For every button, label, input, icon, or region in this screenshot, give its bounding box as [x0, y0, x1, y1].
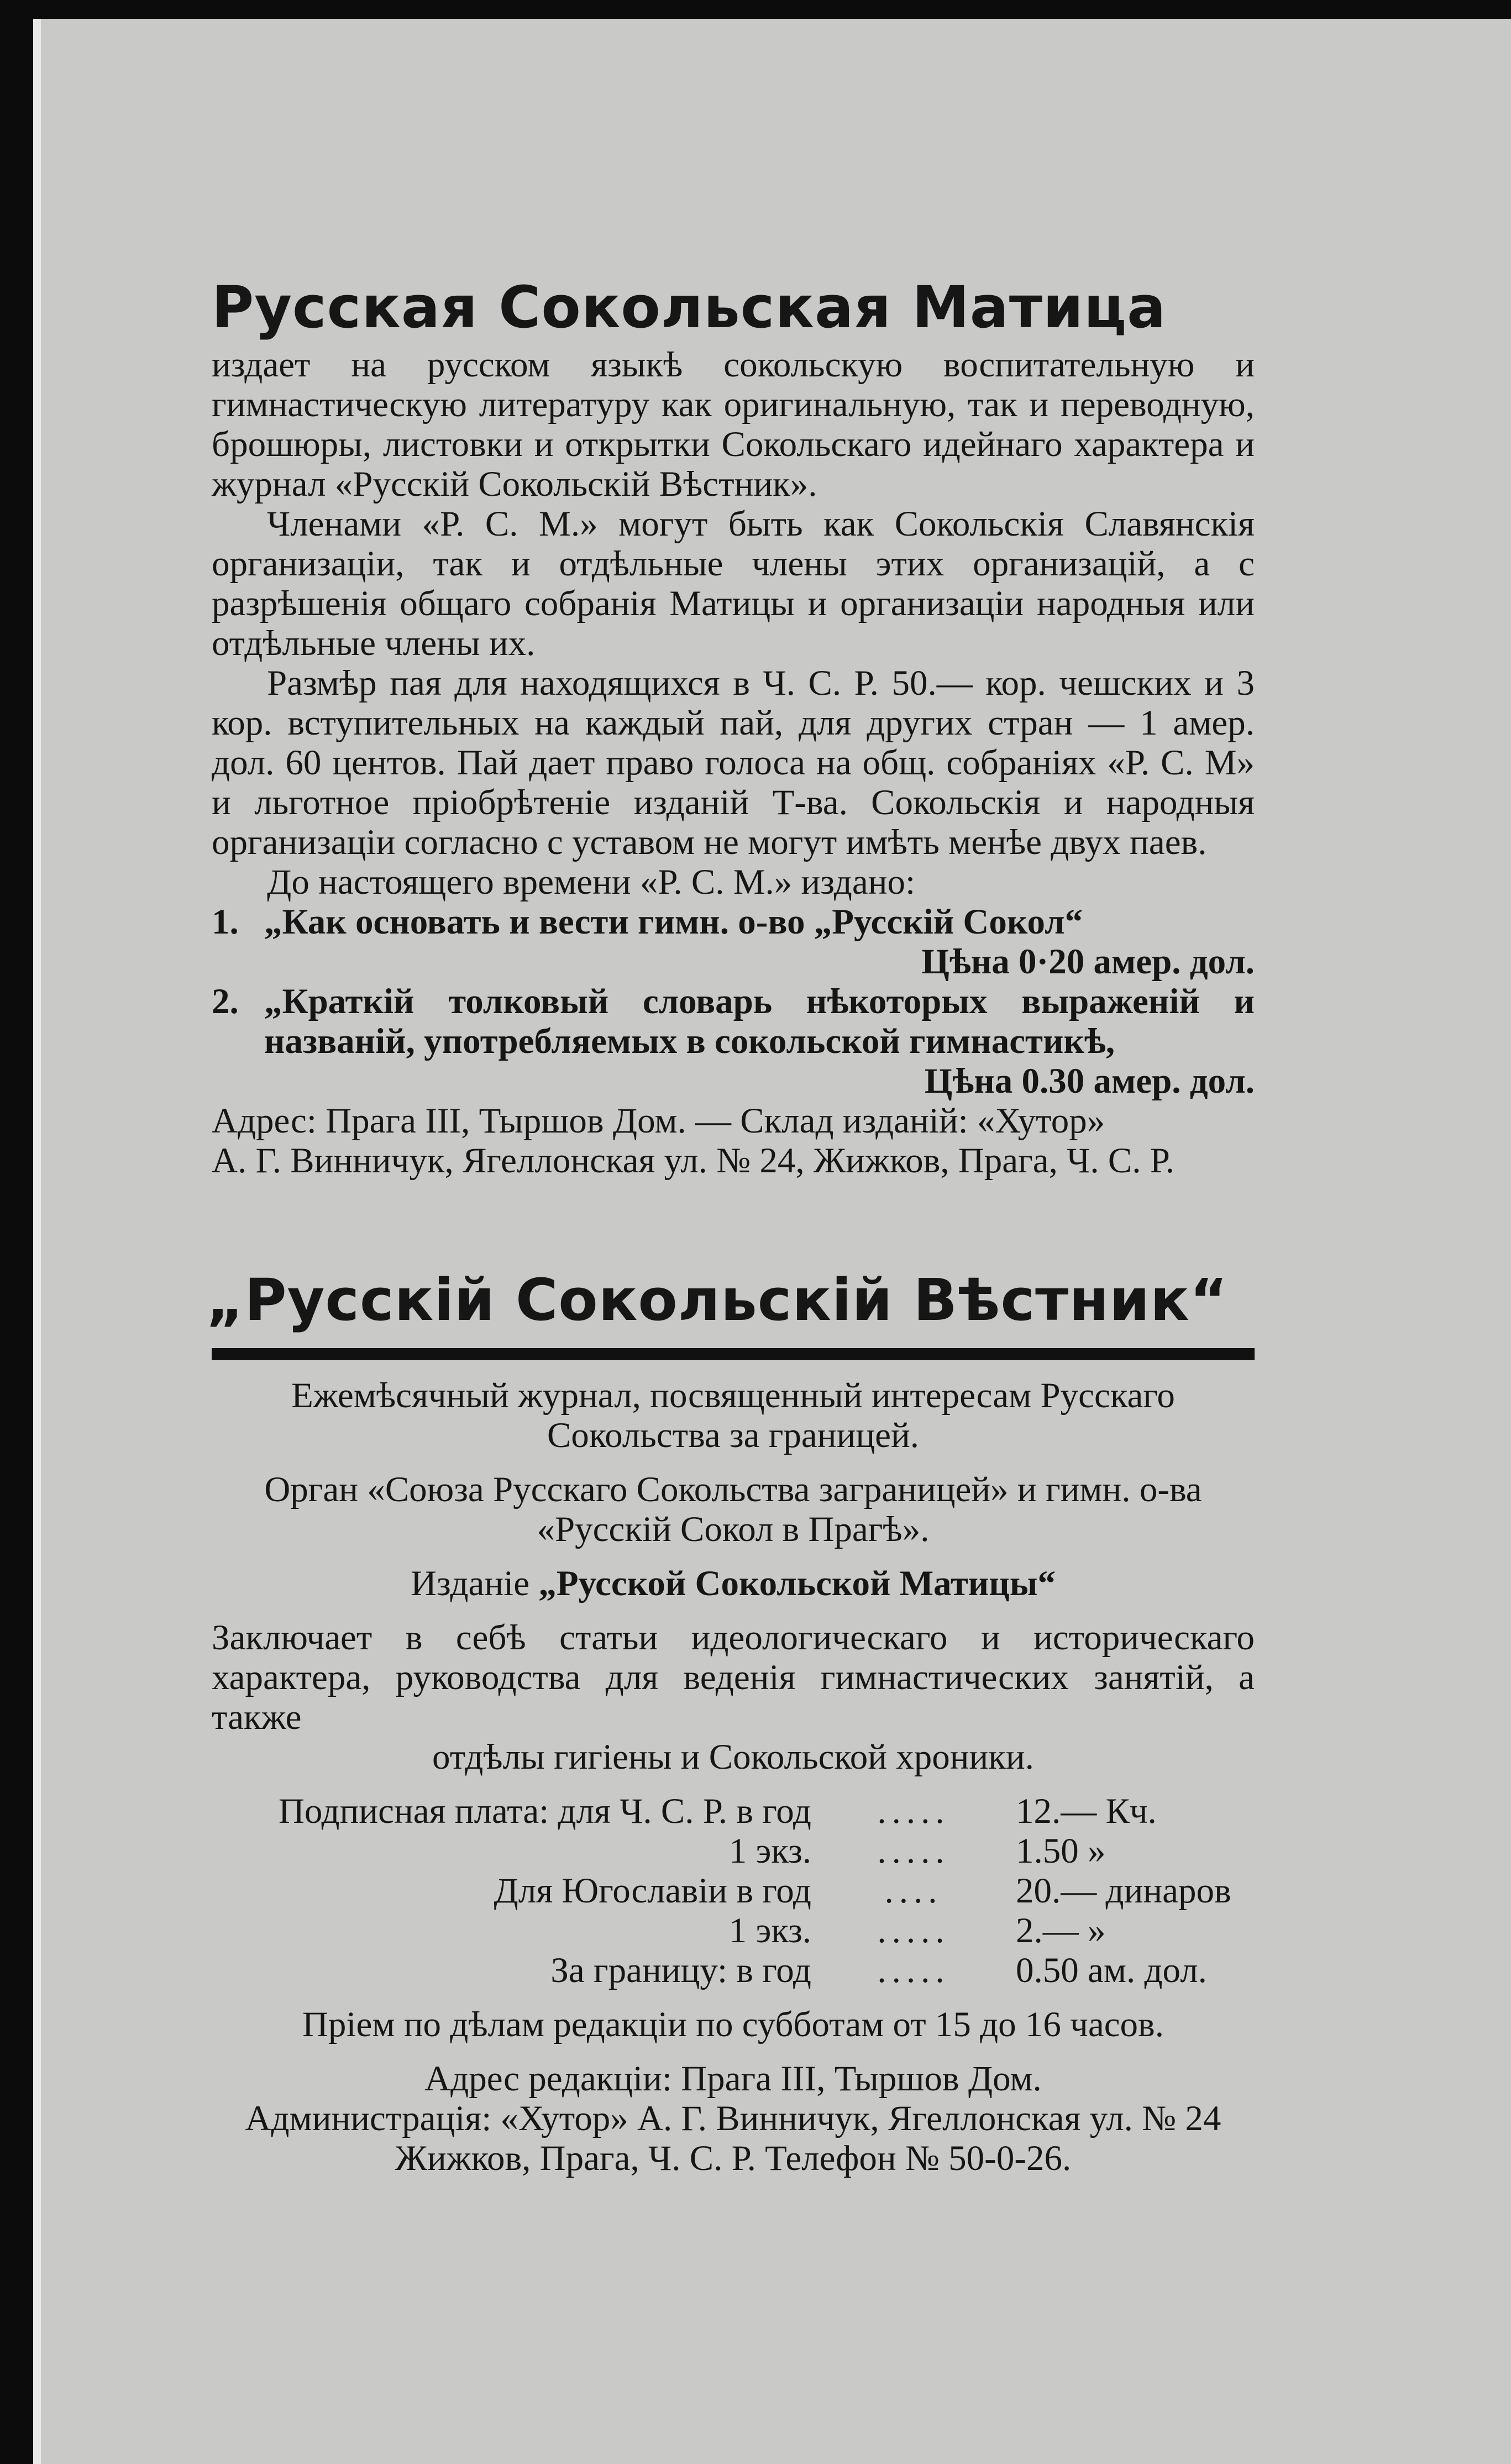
administration-address: Жижков, Прага, Ч. С. Р. Телефон № 50-0-26.: [395, 2138, 1072, 2178]
subscription-label: 1 экз.: [728, 1831, 811, 1871]
subscription-table: [212, 1791, 1255, 1990]
vestnik-organ: «Русскій Сокол в Прагѣ».: [537, 1509, 930, 1549]
publication-price: Цѣна 0.30 амер. дол.: [924, 1061, 1255, 1101]
subscription-amount: 2.— »: [1016, 1911, 1106, 1951]
subscription-amount: 12.— Кч.: [1016, 1791, 1157, 1831]
editorial-address: Адрес редакціи: Прага III, Тыршов Дом.: [424, 2059, 1042, 2099]
publication-title: „Краткій толковый словарь нѣкоторых выраженій и названій, употребляемых в сокольской гимнастикѣ,: [264, 982, 1255, 1061]
publication-title: „Как основать и вести гимн. о-во „Русскій Сокол“: [264, 902, 1083, 942]
publication-number: 1.: [212, 902, 239, 942]
vestnik-edition: [212, 1564, 1255, 1603]
vestnik-section: [212, 1376, 1255, 2178]
matica-section: [212, 345, 1255, 1181]
vestnik-contents: Заключает в себѣ статьи идеологическаго и историческаго характера, руководства для веденія гимнастических занятій, а также: [212, 1618, 1255, 1737]
subscription-dots: .....: [877, 1831, 950, 1871]
subscription-amount: 20.— динаров: [1016, 1871, 1231, 1911]
publication-price: Цѣна 0·20 амер. дол.: [921, 942, 1255, 982]
vestnik-title: „Русскій Сокольскій Вѣстник“: [206, 1266, 1229, 1334]
edition-prefix: Изданіе: [411, 1564, 539, 1603]
subscription-amount: 0.50 ам. дол.: [1016, 1951, 1207, 1990]
matica-title: Русская Сокольская Матица: [212, 274, 1167, 341]
matica-address-line: Адрес: Прага III, Тыршов Дом. — Склад изданій: «Хутор»: [212, 1101, 1105, 1141]
edition-name: „Русской Сокольской Матицы“: [538, 1564, 1056, 1603]
matica-address-line: А. Г. Винничук, Ягеллонская ул. № 24, Жижков, Прага, Ч. С. Р.: [212, 1141, 1174, 1181]
subscription-row: [212, 1951, 1255, 1990]
share-size-paragraph: Размѣр пая для находящихся в Ч. С. Р. 50.— кор. чешских и 3 кор. вступительных на каждый пай, для других стран — 1 амер. дол. 60 центов. Пай дает право голоса на общ. собраніях «Р. С. М» и льготное пріобрѣтеніе изданій Т-ва. Сокольскія и народныя организаціи согласно с уставом не могут имѣть менѣе двух паев.: [212, 663, 1255, 862]
subscription-dots: .....: [877, 1951, 950, 1990]
subscription-dots: ....: [884, 1871, 943, 1911]
subscription-dots: .....: [877, 1911, 950, 1951]
vestnik-contents-last: отдѣлы гигіены и Сокольской хроники.: [432, 1737, 1034, 1777]
published-intro: До настоящего времени «Р. С. М.» издано:: [267, 862, 916, 902]
subscription-row: [212, 1871, 1255, 1911]
publication-item: [212, 982, 1255, 1061]
administration-address: Администрація: «Хутор» А. Г. Винничук, Ягеллонская ул. № 24: [245, 2099, 1221, 2138]
vestnik-description: Ежемѣсячный журнал, посвященный интересам Русскаго: [291, 1376, 1175, 1416]
subscription-label: Для Югославіи в год: [494, 1871, 811, 1911]
title-rule: [212, 1348, 1255, 1360]
matica-intro-paragraph: издает на русском языкѣ сокольскую воспитательную и гимнастическую литературу как оригинальную, так и переводную, брошюры, листовки и открытки Сокольскаго идейнаго характера и журнал «Русскій Сокольскій Вѣстник».: [212, 345, 1255, 504]
subscription-row: [212, 1791, 1255, 1831]
subscription-amount: 1.50 »: [1016, 1831, 1106, 1871]
subscription-label: 1 экз.: [728, 1911, 811, 1951]
reception-hours: Пріем по дѣлам редакціи по субботам от 15 до 16 часов.: [302, 2005, 1164, 2044]
subscription-label: За границу: в год: [550, 1951, 811, 1990]
vestnik-description: Сокольства за границей.: [547, 1416, 920, 1455]
subscription-row: [212, 1831, 1255, 1871]
scanned-page: [33, 19, 1511, 2464]
subscription-row: [212, 1911, 1255, 1951]
subscription-label: Подписная плата: для Ч. С. Р. в год: [278, 1791, 811, 1831]
membership-paragraph: Членами «Р. С. М.» могут быть как Сокольскія Славянскія организаціи, так и отдѣльные члены этих организацій, а с разрѣшенія общаго собранія Матицы и организаціи народныя или отдѣльные члены их.: [212, 504, 1255, 663]
publication-number: 2.: [212, 982, 239, 1021]
publication-item: [212, 902, 1255, 942]
vestnik-organ: Орган «Союза Русскаго Сокольства заграницей» и гимн. о-ва: [264, 1470, 1202, 1509]
subscription-dots: .....: [877, 1791, 950, 1831]
